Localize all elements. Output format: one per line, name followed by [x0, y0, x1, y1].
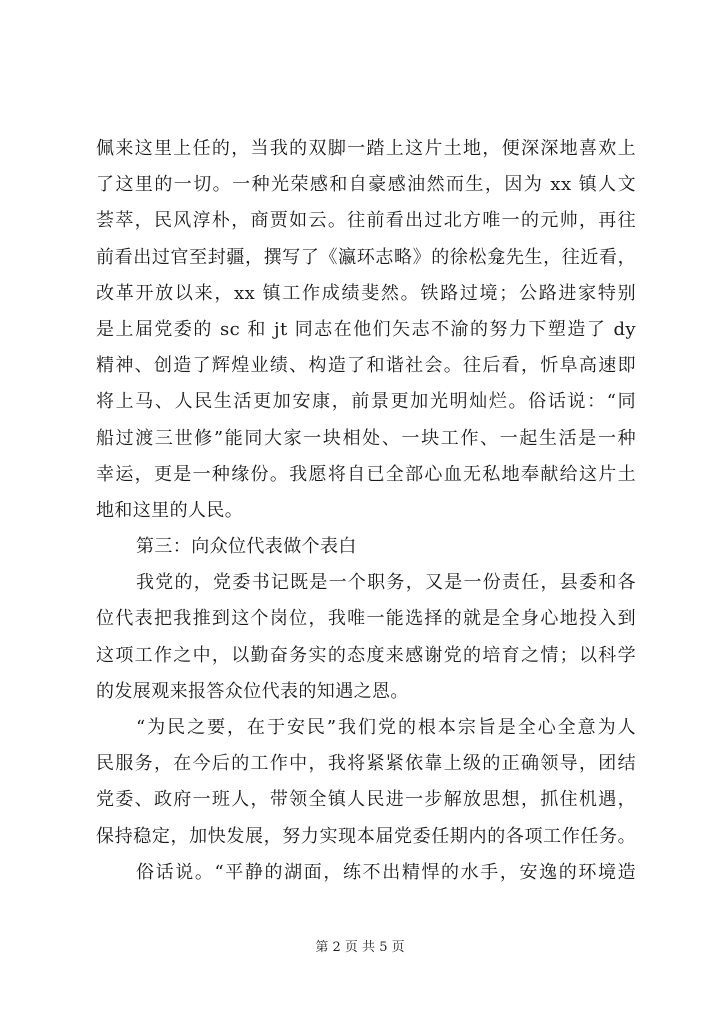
page-footer: 第 2 页 共 5 页 [315, 940, 405, 955]
text-line: 了这里的一切。一种光荣感和自豪感油然而生，因为 xx 镇人文 [96, 174, 636, 196]
text-line: 精神、创造了辉煌业绩、构造了和谐社会。往后看，忻阜高速即 [96, 355, 636, 377]
text-line: 俗话说。“平静的湖面，练不出精悍的水手，安逸的环境造 [136, 861, 636, 883]
text-line: 是上届党委的 sc 和 jt 同志在他们矢志不渝的努力下塑造了 dy [96, 318, 636, 340]
text-line: “为民之要，在于安民”我们党的根本宗旨是全心全意为人 [136, 717, 636, 738]
text-line: 我党的，党委书记既是一个职务，又是一份责任，县委和各 [136, 572, 636, 594]
text-line: 荟萃，民风淳朴，商贾如云。往前看出过北方唯一的元帅，再往 [96, 210, 636, 232]
text-line: 党委、政府一班人，带领全镇人民进一步解放思想，抓住机遇， [96, 789, 636, 811]
body-text [96, 131, 636, 891]
text-line: 船过渡三世修”能同大家一块相处、一块工作、一起生活是一种 [96, 427, 636, 449]
text-line: 地和这里的人民。 [96, 499, 244, 521]
text-line: 前看出过官至封疆，撰写了《瀛环志略》的徐松龛先生，往近看， [96, 246, 636, 268]
text-line: 保持稳定，加快发展，努力实现本届党委任期内的各项工作任务。 [96, 825, 636, 847]
text-line: 这项工作之中，以勤奋务实的态度来感谢党的培育之情；以科学 [96, 644, 636, 666]
text-line: 改革开放以来，xx 镇工作成绩斐然。铁路过境；公路进家特别 [96, 282, 636, 304]
text-line: 的发展观来报答众位代表的知遇之恩。 [96, 680, 409, 702]
text-line: 佩来这里上任的，当我的双脚一踏上这片土地，便深深地喜欢上 [96, 138, 636, 159]
text-line: 位代表把我推到这个岗位，我唯一能选择的就是全身心地投入到 [96, 608, 636, 630]
section-heading: 第三：向众位代表做个表白 [136, 536, 357, 558]
text-line: 民服务，在今后的工作中，我将紧紧依靠上级的正确领导，团结 [96, 753, 636, 775]
text-line: 将上马、人民生活更加安康，前景更加光明灿烂。俗话说：“同 [96, 391, 636, 413]
text-line: 幸运，更是一种缘份。我愿将自已全部心血无私地奉献给这片土 [96, 463, 636, 485]
